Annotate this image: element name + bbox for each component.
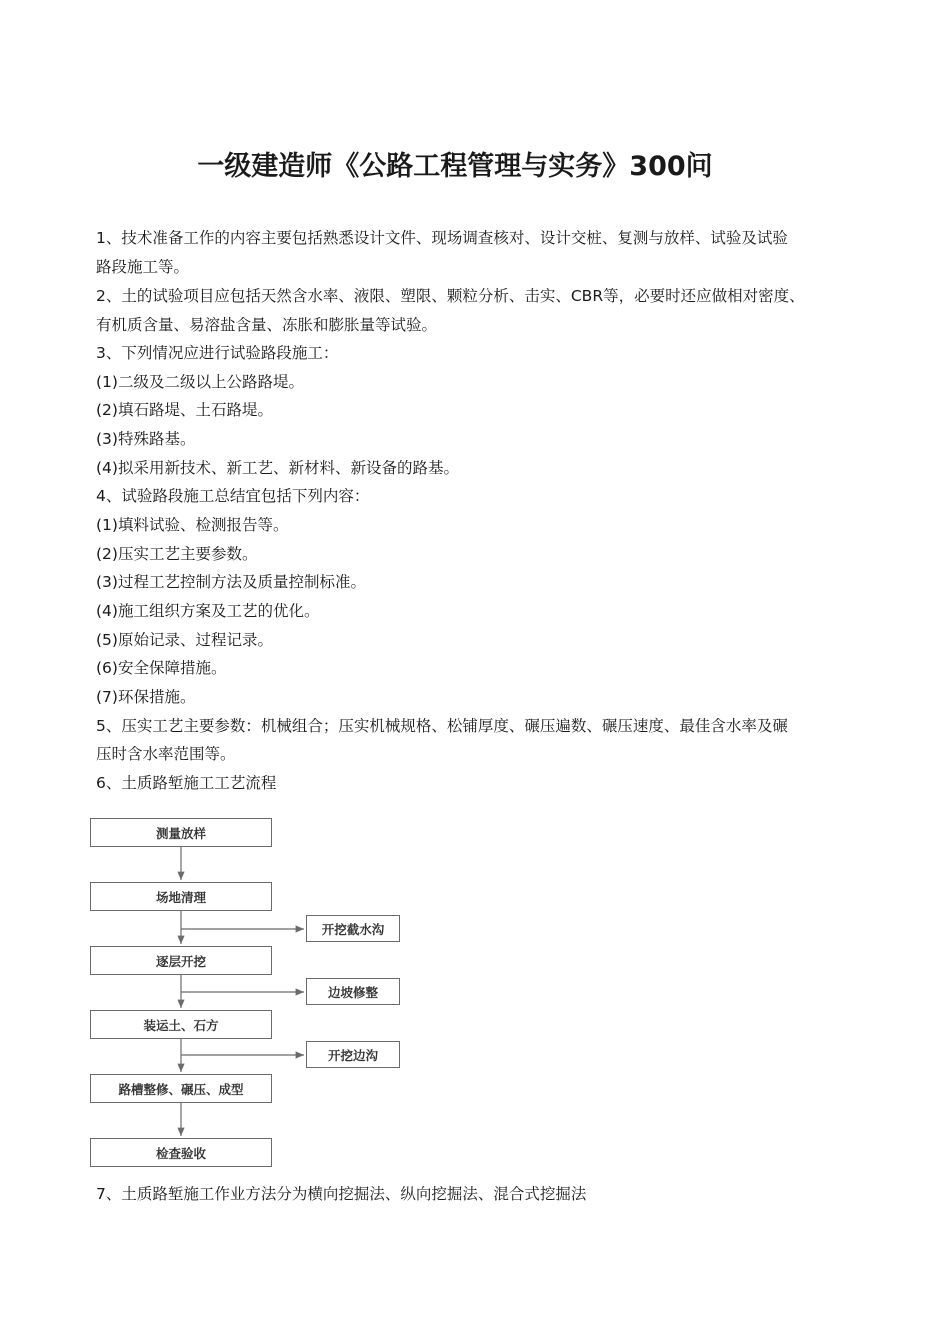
paragraph-line: (3)过程工艺控制方法及质量控制标准。 — [96, 573, 366, 591]
document-title: 一级建造师《公路工程管理与实务》300问 — [197, 151, 713, 182]
flow-step: 路槽整修、碾压、成型 — [90, 1074, 272, 1103]
paragraph-line: 4、试验路段施工总结宜包括下列内容： — [96, 487, 370, 505]
paragraph-line: (6)安全保障措施。 — [96, 659, 227, 677]
paragraph-line: 3、下列情况应进行试验路段施工： — [96, 344, 339, 362]
paragraph-line: 7、土质路堑施工作业方法分为横向挖掘法、纵向挖掘法、混合式挖掘法 — [96, 1185, 587, 1203]
flow-side-step: 边坡修整 — [306, 978, 400, 1005]
flow-step: 装运土、石方 — [90, 1010, 272, 1039]
paragraph-line: (4)施工组织方案及工艺的优化。 — [96, 602, 320, 620]
flowchart — [86, 812, 416, 1172]
paragraph-line: (4)拟采用新技术、新工艺、新材料、新设备的路基。 — [96, 459, 459, 477]
flow-step: 测量放样 — [90, 818, 272, 847]
paragraph-line: (3)特殊路基。 — [96, 430, 196, 448]
paragraph-line: (2)填石路堤、土石路堤。 — [96, 401, 273, 419]
paragraph-line: 5、压实工艺主要参数：机械组合；压实机械规格、松铺厚度、碾压遍数、碾压速度、最佳含水率及碾 — [96, 717, 788, 735]
paragraph-line: 有机质含量、易溶盐含量、冻胀和膨胀量等试验。 — [96, 316, 438, 334]
paragraph-line: 2、土的试验项目应包括天然含水率、液限、塑限、颗粒分析、击实、CBR等，必要时还应做相对密度、 — [96, 287, 805, 305]
paragraph-line: (7)环保措施。 — [96, 688, 196, 706]
flow-side-step: 开挖边沟 — [306, 1041, 400, 1068]
flow-step: 场地清理 — [90, 882, 272, 911]
paragraph-line: (1)二级及二级以上公路路堤。 — [96, 373, 304, 391]
flow-step: 逐层开挖 — [90, 946, 272, 975]
paragraph-line: (1)填料试验、检测报告等。 — [96, 516, 289, 534]
flow-side-step: 开挖截水沟 — [306, 915, 400, 942]
paragraph-line: 压时含水率范围等。 — [96, 745, 236, 763]
paragraph-line: 1、技术准备工作的内容主要包括熟悉设计文件、现场调查核对、设计交桩、复测与放样、试验及试验 — [96, 229, 788, 247]
paragraph-line: (2)压实工艺主要参数。 — [96, 545, 258, 563]
paragraph-line: 路段施工等。 — [96, 258, 190, 276]
flow-step: 检查验收 — [90, 1138, 272, 1167]
paragraph-line: (5)原始记录、过程记录。 — [96, 631, 273, 649]
paragraph-line: 6、土质路堑施工工艺流程 — [96, 774, 277, 792]
